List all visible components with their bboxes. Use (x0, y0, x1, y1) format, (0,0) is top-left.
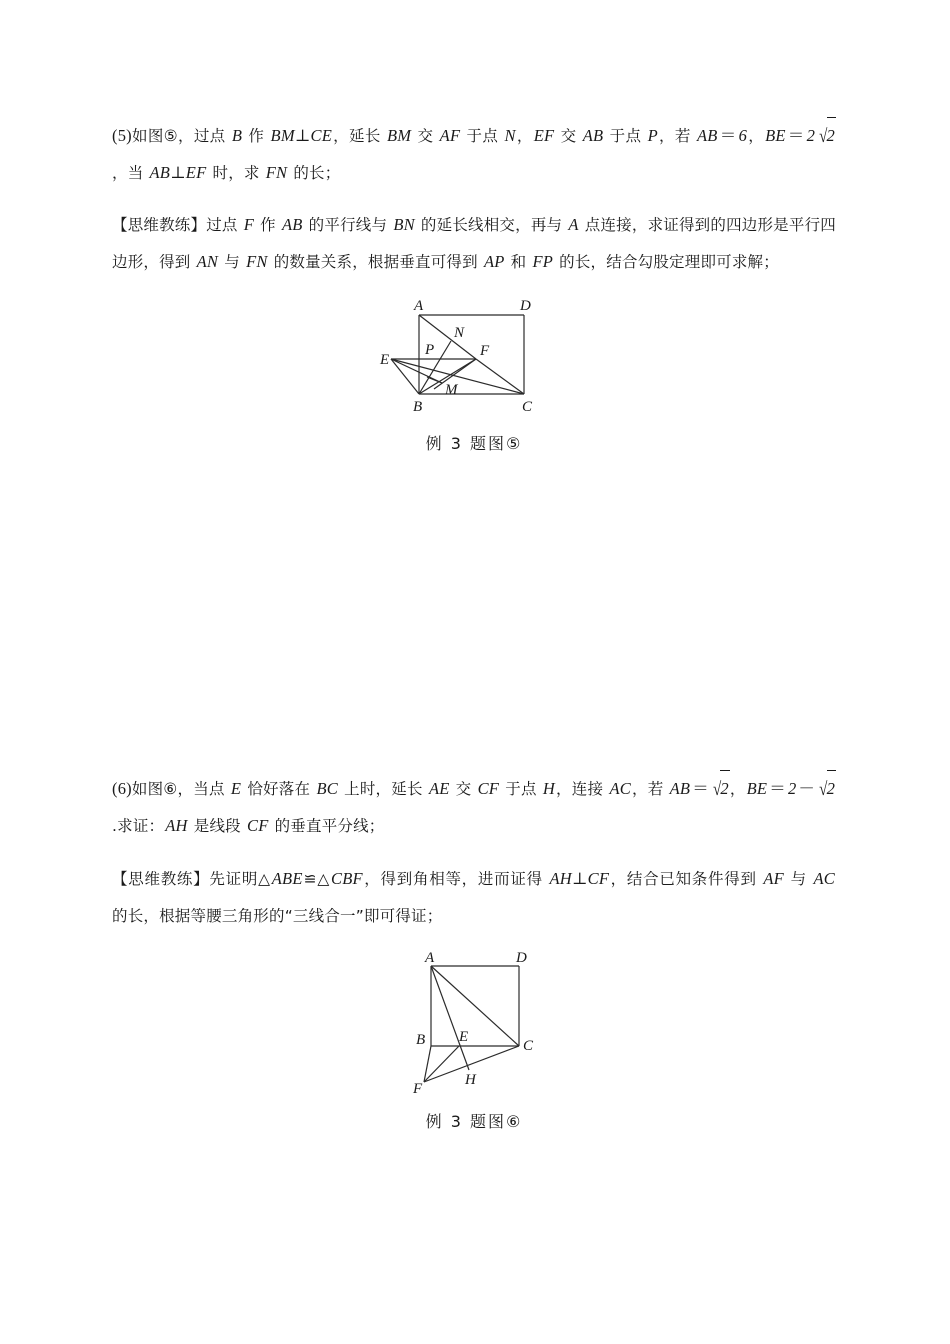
q5-lead: 如图⑤，过点 (131, 126, 231, 145)
h5-var-AB: AB (281, 215, 303, 234)
q6-var-AB: AB (669, 779, 691, 798)
seg-AC-6 (431, 966, 519, 1046)
q5-var-B: B (231, 125, 243, 145)
q6-var-AC: AC (609, 779, 631, 798)
q5-t1: 作 (243, 126, 270, 145)
question-marker-6: (6) (112, 779, 132, 798)
h6-var-ABE: ABE (271, 868, 303, 888)
q6-t2: 上时，延长 (338, 780, 428, 798)
hint-tag-5: 【思维教练】 (112, 217, 207, 234)
q6-t7: ， (729, 780, 746, 798)
q6-sqrt-2b (817, 770, 836, 808)
q5-t7: 于点 (604, 126, 647, 145)
q6-eq7: ＝ (692, 779, 709, 798)
q6-t4: 于点 (500, 780, 542, 798)
h5-var-FN: FN (246, 252, 268, 271)
hint-paragraph-5 (112, 207, 836, 280)
q6-var-AE: AE (428, 779, 450, 798)
label-P: P (425, 341, 435, 358)
h5-var-BN: BN (393, 215, 415, 234)
vertical-spacer (112, 454, 836, 754)
h6-s5: 与 (784, 869, 813, 888)
h5-s5: 点连接，求证得到的四边形是平行四边形，得到 (112, 216, 836, 271)
label-E: E (380, 351, 390, 368)
h6-s1: 先证明△ (209, 869, 271, 888)
h5-var-A: A (568, 215, 579, 234)
q5-eq10: ＝ (787, 125, 805, 145)
figure-6-caption: 例 3 题图⑥ (425, 1112, 523, 1131)
q5-var-AB: AB (582, 125, 604, 145)
q5-var-EF: EF (533, 125, 555, 145)
radical-sign-icon: √ (819, 780, 828, 800)
hint-tag-6: 【思维教练】 (112, 870, 210, 888)
label-C-6: C (523, 1038, 534, 1054)
question-marker-5: (5) (112, 125, 132, 145)
h5-s2: 作 (255, 216, 281, 234)
hint-paragraph-6 (112, 861, 836, 934)
h5-var-F: F (243, 215, 255, 234)
h5-s6: 与 (219, 253, 246, 271)
q5-t10: ，当 (112, 163, 149, 182)
h5-s7: 的数量关系，根据垂直可得到 (268, 253, 483, 271)
radical-sign-icon: √ (712, 780, 722, 800)
q5-var-AB2: AB (697, 125, 718, 145)
figure-5-caption: 例 3 题图⑤ (425, 433, 523, 453)
seg-EB (391, 359, 419, 394)
q5-var-BE: BE (765, 125, 786, 145)
q5-var-BMCE: BM⊥CE (270, 125, 332, 145)
label-N: N (454, 324, 465, 341)
label-E-6: E (459, 1029, 469, 1045)
q6-var-BC: BC (316, 779, 338, 798)
q6-t5: ，连接 (556, 780, 609, 798)
label-M: M (445, 381, 458, 398)
q6-t10: 的垂直平分线； (269, 817, 385, 835)
q5-var-BM: BM (387, 125, 412, 145)
q5-radicand: 2 (827, 117, 836, 154)
page-content (112, 100, 836, 1132)
figure-6-diagram (389, 950, 559, 1100)
question-paragraph-5 (112, 117, 836, 191)
h6-var-AF: AF (763, 868, 784, 888)
label-D: D (520, 297, 531, 314)
h5-s3: 的平行线与 (303, 216, 393, 234)
q6-var-BE: BE (746, 779, 768, 798)
label-H-6: H (465, 1072, 476, 1088)
h5-s4: 的延长线相交，再与 (415, 216, 568, 234)
h6-var-AC: AC (813, 868, 835, 888)
question-paragraph-6 (112, 770, 836, 844)
seg-M-tick (427, 377, 442, 383)
q5-t3: 交 (412, 126, 439, 145)
q6-radicand-2: 2 (827, 770, 836, 807)
q6-lead: 如图⑥，当点 (131, 780, 230, 798)
q5-t9: ， (748, 126, 765, 145)
h5-s1: 过点 (206, 216, 243, 234)
q5-t5: ， (516, 126, 533, 145)
q6-var-H: H (542, 779, 556, 798)
figure-block-6 (112, 950, 836, 1132)
label-A-6: A (425, 950, 435, 966)
q5-t8: ，若 (658, 126, 697, 145)
label-F-6: F (413, 1081, 423, 1097)
figure-block-5 (112, 297, 836, 454)
h6-var-AHCF: AH⊥CF (549, 868, 610, 888)
h6-s4: ，结合已知条件得到 (610, 869, 763, 888)
q6-t3: 交 (450, 780, 477, 798)
q5-eq9: ＝ (719, 125, 737, 145)
h6-cong: ≌ (303, 869, 317, 888)
q6-sqrt-2 (711, 770, 730, 808)
h5-var-AN: AN (196, 252, 219, 271)
q6-t8: .求证： (112, 817, 165, 835)
q5-num-2: 2 (806, 125, 816, 145)
h6-s3: ，得到角相等，进而证得 (363, 869, 549, 888)
label-B: B (413, 398, 423, 415)
figure-6-svg-wrap (112, 950, 836, 1105)
label-D-6: D (516, 950, 527, 966)
q5-t2: ，延长 (332, 126, 386, 145)
seg-EC (391, 359, 524, 394)
q5-var-P: P (647, 125, 658, 145)
q6-minus: － (798, 779, 816, 798)
seg-FE-6 (424, 1046, 459, 1082)
figure-5-diagram (379, 297, 569, 422)
label-C: C (522, 398, 533, 415)
q5-t12: 的长； (288, 163, 341, 182)
seg-FC (476, 359, 524, 394)
q5-t6: 交 (555, 126, 582, 145)
figure-5-svg-wrap (112, 297, 836, 427)
q6-var-E: E (230, 779, 242, 798)
label-A: A (414, 297, 424, 314)
q5-t4: 于点 (461, 126, 504, 145)
h5-var-FP: FP (532, 252, 554, 271)
q6-var-CF: CF (477, 779, 500, 798)
q6-eq8: ＝ (769, 779, 786, 798)
q6-t6: ，若 (631, 780, 669, 798)
label-F: F (480, 342, 490, 359)
q6-var-CF2: CF (247, 816, 269, 835)
q5-var-AF: AF (439, 125, 461, 145)
q5-num-6: 6 (738, 125, 748, 145)
label-B-6: B (416, 1032, 426, 1048)
h6-s2: △ (316, 869, 330, 888)
h5-s9: 的长，结合勾股定理即可求解； (554, 253, 779, 271)
q5-t11: 时，求 (207, 163, 265, 182)
q6-var-AH: AH (165, 816, 188, 835)
h6-var-CBF: CBF (330, 868, 363, 888)
q6-num-2: 2 (787, 779, 797, 798)
q6-radicand-1: 2 (720, 770, 729, 807)
q5-var-N: N (504, 125, 516, 145)
h5-var-AP: AP (483, 252, 505, 271)
h5-s8: 和 (505, 253, 532, 271)
q5-sqrt-2 (817, 117, 836, 155)
q5-var-FN: FN (265, 162, 288, 182)
h6-s6: 的长，根据等腰三角形的“三线合一”即可得证； (112, 906, 443, 925)
q6-t9: 是线段 (188, 817, 246, 835)
q5-var-ABEF: AB⊥EF (149, 162, 207, 182)
q6-t1: 恰好落在 (242, 780, 316, 798)
radical-sign-icon: √ (819, 126, 828, 147)
